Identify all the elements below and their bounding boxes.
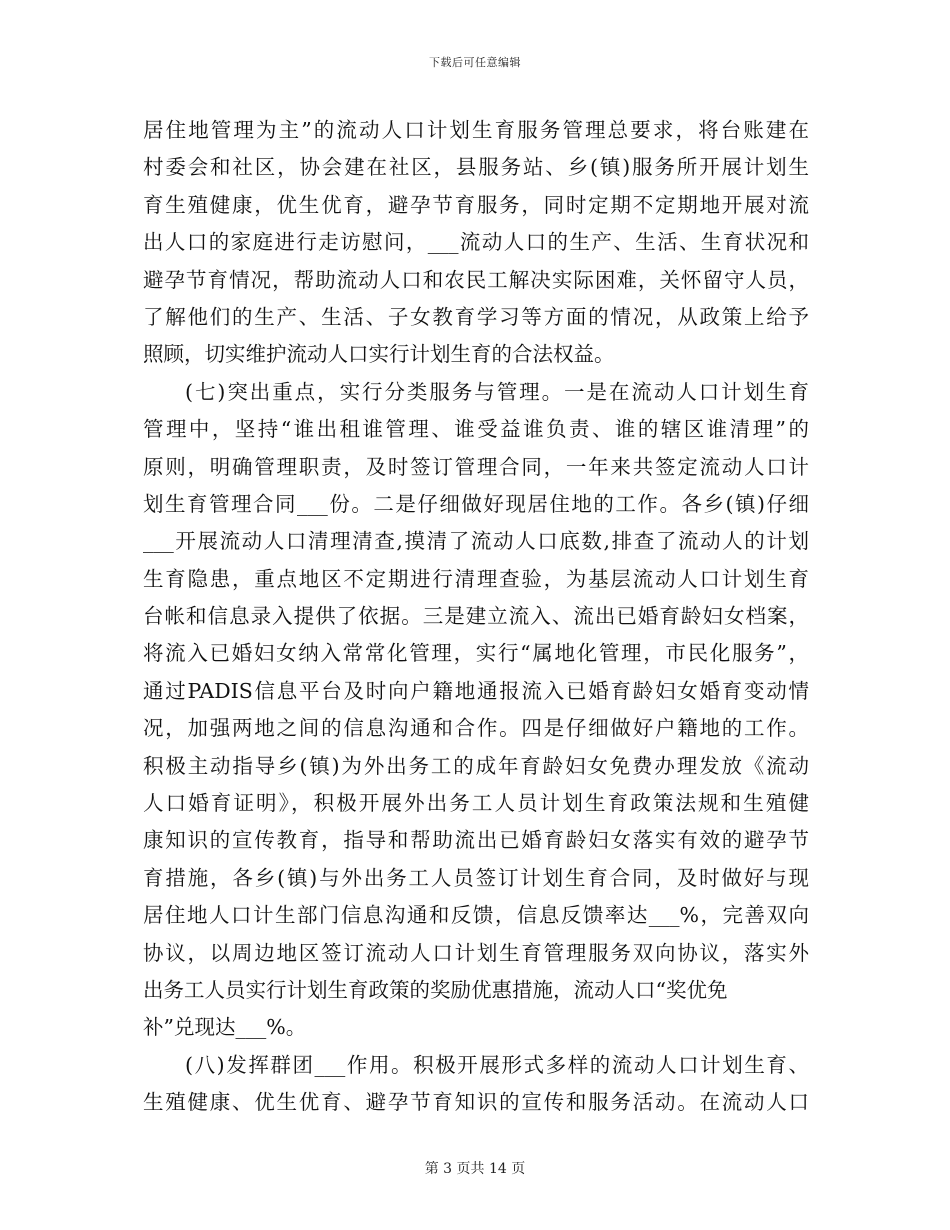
paragraph-line: 居住地管理为主”的流动人口计划生育服务管理总要求，将台账建在 xyxy=(143,118,809,142)
paragraph-line: 照顾，切实维护流动人口实行计划生育的合法权益。 xyxy=(143,342,615,367)
paragraph-line: 台帐和信息录入提供了依据。三是建立流入、流出已婚育龄妇女档案， xyxy=(143,604,809,629)
paragraph-line: 村委会和社区，协会建在社区，县服务站、乡(镇)服务所开展计划生 xyxy=(143,155,809,180)
paragraph-line: 生殖健康、优生优育、避孕节育知识的宣传和服务活动。在流动人口 xyxy=(143,1090,809,1115)
page-header-note: 下载后可任意编辑 xyxy=(429,56,521,69)
paragraph-line: 人口婚育证明》，积极开展外出务工人员计划生育政策法规和生殖健 xyxy=(143,791,809,816)
paragraph-line: 了解他们的生产、生活、子女教育学习等方面的情况，从政策上给予 xyxy=(143,304,809,329)
paragraph-line: (八)发挥群团___作用。积极开展形式多样的流动人口计划生育、 xyxy=(185,1052,809,1077)
paragraph-line: 将流入已婚妇女纳入常常化管理，实行“属地化管理，市民化服务”， xyxy=(143,641,809,666)
paragraph-line: 通过PADIS信息平台及时向户籍地通报流入已婚育龄妇女婚育变动情 xyxy=(143,678,809,703)
paragraph-line: 管理中，坚持“谁出租谁管理、谁受益谁负责、谁的辖区谁清理”的 xyxy=(143,417,809,442)
paragraph-line: 况，加强两地之间的信息沟通和合作。四是仔细做好户籍地的工作。 xyxy=(143,716,809,741)
paragraph-line: 出人口的家庭进行走访慰问，___流动人口的生产、生活、生育状况和 xyxy=(143,230,809,255)
paragraph-line: 出务工人员实行计划生育政策的奖励优惠措施，流动人口“奖优免 xyxy=(143,977,728,1002)
paragraph-line: 居住地人口计生部门信息沟通和反馈，信息反馈率达___%，完善双向 xyxy=(143,903,809,928)
document-body xyxy=(143,112,809,1122)
paragraph-line: 原则，明确管理职责，及时签订管理合同，一年来共签定流动人口计 xyxy=(143,454,809,479)
paragraph-line: 康知识的宣传教育，指导和帮助流出已婚育龄妇女落实有效的避孕节 xyxy=(143,828,809,853)
paragraph-line: ___开展流动人口清理清查,摸清了流动人口底数,排查了流动人的计划 xyxy=(143,529,809,554)
paragraph-line: 补”兑现达___%。 xyxy=(143,1015,307,1040)
page-number: 第 3 页共 14 页 xyxy=(424,1161,526,1177)
paragraph-line: 育措施，各乡(镇)与外出务工人员签订计划生育合同，及时做好与现 xyxy=(143,865,809,890)
paragraph-line: 育生殖健康，优生优育，避孕节育服务，同时定期不定期地开展对流 xyxy=(143,192,809,217)
paragraph-line: 避孕节育情况，帮助流动人口和农民工解决实际困难，关怀留守人员， xyxy=(143,267,809,292)
paragraph-line: 协议，以周边地区签订流动人口计划生育管理服务双向协议，落实外 xyxy=(143,940,809,965)
paragraph-line: 积极主动指导乡(镇)为外出务工的成年育龄妇女免费办理发放《流动 xyxy=(143,753,809,778)
paragraph-line: 生育隐患，重点地区不定期进行清理查验，为基层流动人口计划生育 xyxy=(143,566,809,591)
paragraph-line: (七)突出重点，实行分类服务与管理。一是在流动人口计划生育 xyxy=(185,379,809,404)
paragraph-line: 划生育管理合同___份。二是仔细做好现居住地的工作。各乡(镇)仔细 xyxy=(143,491,809,516)
